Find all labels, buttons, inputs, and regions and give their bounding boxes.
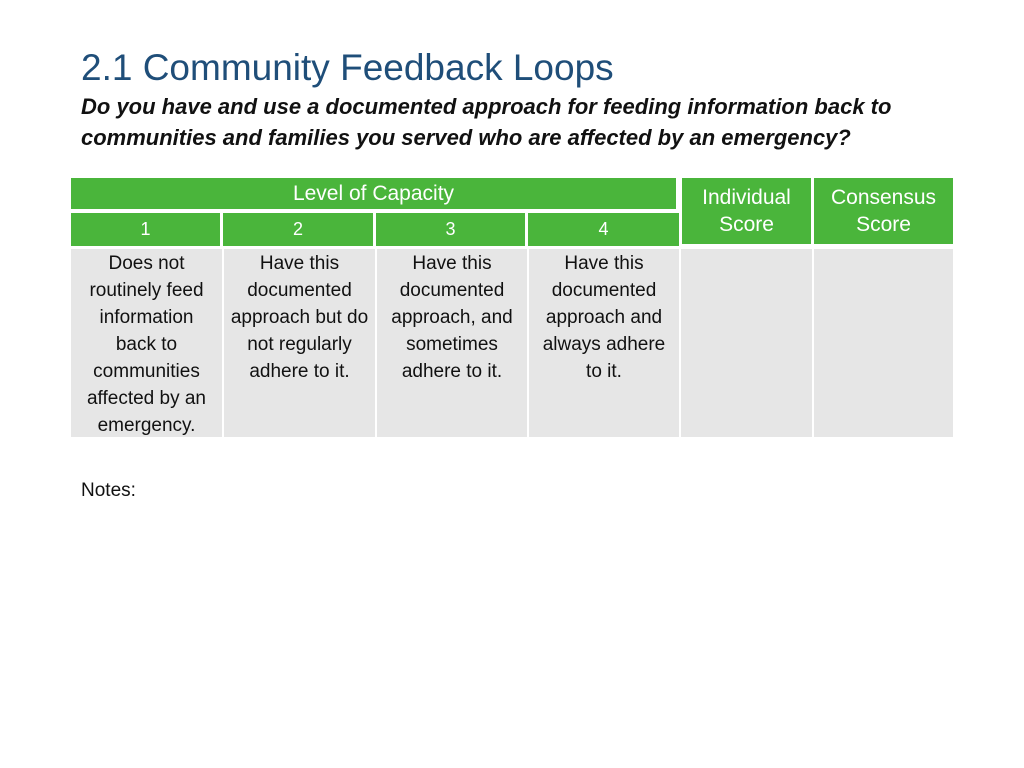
consensus-score-label: Consensus Score: [830, 186, 937, 236]
level-3-description: [377, 249, 529, 437]
level-2-description-text: Have this documented approach but do not regularly adhere to it.: [230, 253, 369, 382]
level-of-capacity-header: Level of Capacity: [71, 178, 676, 209]
level-1-description-text: Does not routinely feed information back to communities affected by an emergency.: [86, 253, 207, 436]
assessment-question: Do you have and use a documented approach for feeding information back to communities and families you served who are affected by an emergency?: [81, 94, 892, 150]
notes-label: Notes:: [81, 480, 136, 501]
level-3-header: 3: [376, 213, 528, 246]
level-4-description-text: Have this documented approach and always adhere to it.: [542, 253, 666, 382]
individual-score-header: [682, 178, 811, 244]
consensus-score-cell[interactable]: [814, 249, 953, 437]
consensus-score-header: [814, 178, 953, 244]
level-4-description: [529, 249, 681, 437]
level-2-description: [224, 249, 377, 437]
level-2-header: 2: [223, 213, 376, 246]
level-4-header: 4: [528, 213, 679, 246]
level-1-header: 1: [71, 213, 223, 246]
description-row: [71, 249, 953, 437]
slide-title: 2.1 Community Feedback Loops: [81, 47, 614, 88]
level-1-description: [71, 249, 224, 437]
individual-score-label: Individual Score: [702, 186, 791, 236]
individual-score-cell[interactable]: [681, 249, 814, 437]
level-3-description-text: Have this documented approach, and sometimes adhere to it.: [391, 253, 513, 382]
capacity-levels-row: [71, 213, 679, 246]
